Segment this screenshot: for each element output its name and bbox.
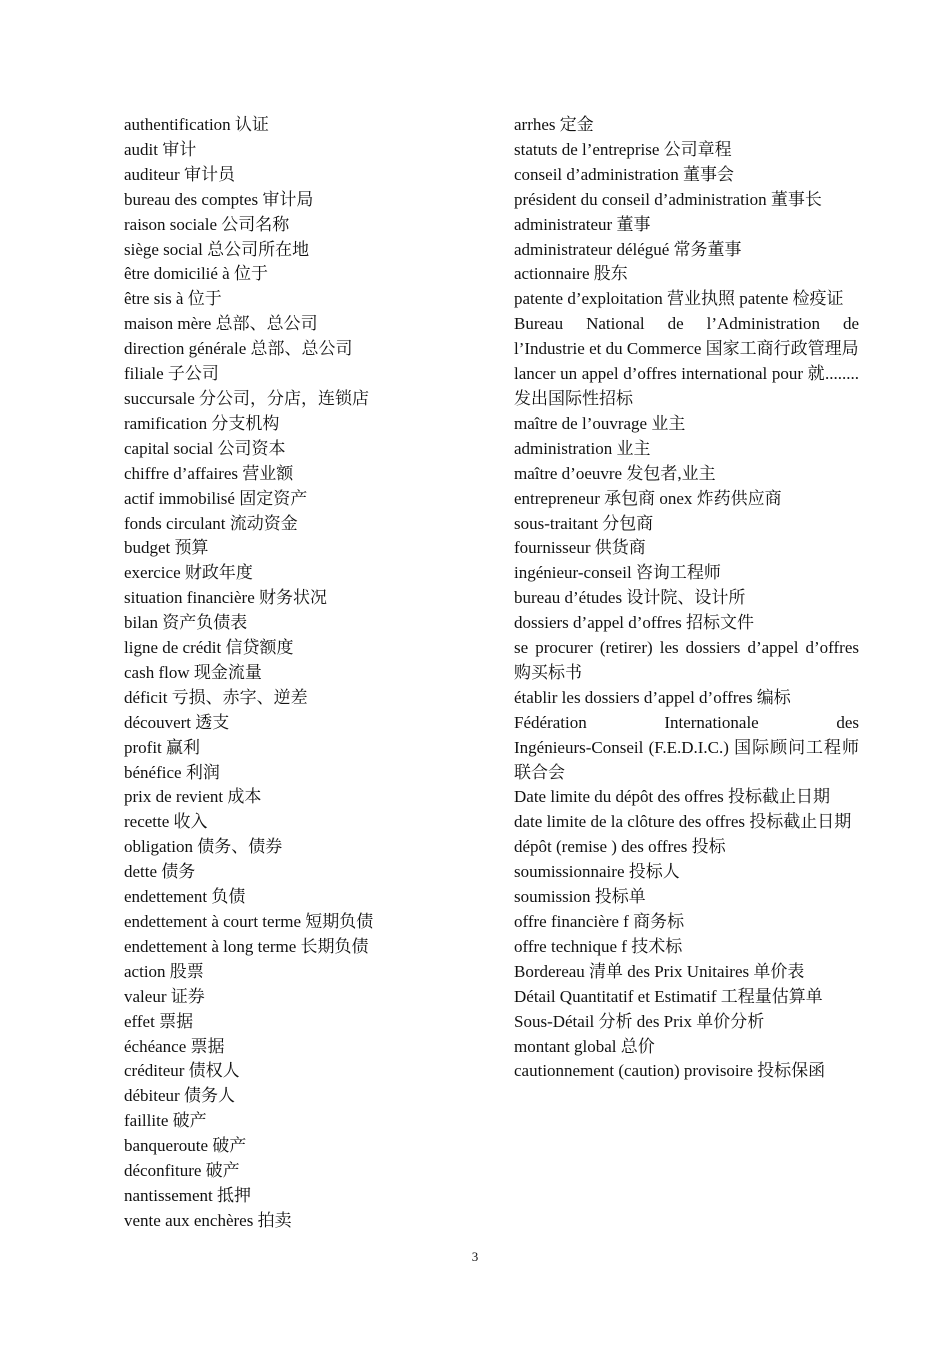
glossary-entry: dette 债务 (124, 862, 196, 882)
glossary-entry: arrhes 定金 (514, 115, 594, 134)
glossary-entry: Ingénieurs-Conseil (F.E.D.I.C.) 国际顾问工程师联合会 (514, 737, 859, 782)
glossary-entry: siège social 总公司所在地 (124, 239, 310, 259)
left-column (124, 113, 454, 1234)
glossary-entry: Date limite du dépôt des offres 投标截止日期 (514, 787, 831, 807)
glossary-entry: Bordereau 清单 des Prix Unitaires 单价表 (514, 961, 805, 981)
glossary-entry: banqueroute 破产 (124, 1136, 247, 1156)
glossary-entry: ramification 分支机构 (124, 413, 280, 433)
glossary-entry: bureau des comptes 审计局 (124, 189, 314, 209)
glossary-entry: administration 业主 (514, 438, 651, 458)
glossary-entry: bureau d’études 设计院、设计所 (514, 588, 746, 608)
glossary-entry: découvert 透支 (124, 712, 230, 732)
glossary-entry: prix de revient 成本 (124, 787, 262, 807)
glossary-entry: soumissionnaire 投标人 (514, 862, 680, 882)
glossary-entry: administrateur 董事 (514, 214, 651, 234)
glossary-entry: maison mère 总部、总公司 (124, 314, 318, 334)
glossary-entry: action 股票 (124, 961, 204, 981)
glossary-entry: échéance 票据 (124, 1036, 225, 1056)
glossary-entry: déficit 亏损、赤字、逆差 (124, 687, 308, 707)
glossary-entry: nantissement 抵押 (124, 1185, 252, 1205)
glossary-entry: Détail Quantitatif et Estimatif 工程量估算单 (514, 986, 823, 1006)
glossary-entry: conseil d’administration 董事会 (514, 164, 735, 184)
glossary-entry: vente aux enchères 拍卖 (124, 1210, 292, 1230)
glossary-entry: lancer un appel d’offres international pour 就........发出国际性招标 (514, 364, 859, 408)
glossary-entry: actif immobilisé 固定资产 (124, 488, 308, 508)
glossary-entry: maître d’oeuvre 发包者,业主 (514, 463, 716, 483)
page-number: 3 (471, 1249, 479, 1264)
glossary-entry: auditeur 审计员 (124, 164, 235, 184)
glossary-entry: débiteur 债务人 (124, 1086, 235, 1106)
glossary-entry: audit 审计 (124, 139, 197, 159)
glossary-entry: entrepreneur 承包商 onex 炸药供应商 (514, 488, 782, 508)
glossary-entry: bilan 资产负债表 (124, 613, 248, 633)
glossary-entry: fonds circulant 流动资金 (124, 513, 298, 533)
glossary-entry: être domicilié à 位于 (124, 264, 268, 284)
glossary-entry: maître de l’ouvrage 业主 (514, 413, 686, 433)
glossary-entry: filiale 子公司 (124, 364, 219, 384)
glossary-entry: obligation 债务、债券 (124, 837, 283, 857)
glossary-entry: actionnaire 股东 (514, 264, 628, 284)
glossary-entry: se procurer (retirer) les dossiers d’appel d’offres 购买标书 (514, 638, 859, 682)
glossary-entry: offre financière f 商务标 (514, 912, 685, 931)
glossary-entry: authentification 认证 (124, 115, 269, 134)
glossary-entry: endettement à court terme 短期负债 (124, 912, 374, 931)
glossary-entry: valeur 证券 (124, 986, 205, 1006)
glossary-entry: chiffre d’affaires 营业额 (124, 463, 294, 483)
glossary-entry: président du conseil d’administration 董事长 (514, 189, 822, 209)
glossary-entry: administrateur délégué 常务董事 (514, 239, 742, 259)
glossary-entry: soumission 投标单 (514, 887, 646, 907)
glossary-entry: recette 收入 (124, 812, 208, 832)
glossary-entry: bénéfice 利润 (124, 762, 220, 782)
glossary-entry: raison sociale 公司名称 (124, 214, 290, 234)
glossary-entry: date limite de la clôture des offres 投标截止日期 (514, 812, 852, 832)
glossary-entry: ligne de crédit 信贷额度 (124, 638, 294, 658)
glossary-entry: dossiers d’appel d’offres 招标文件 (514, 613, 755, 633)
glossary-entry: déconfiture 破产 (124, 1161, 240, 1181)
glossary-entry: capital social 公司资本 (124, 438, 286, 458)
glossary-entry: cash flow 现金流量 (124, 662, 262, 682)
glossary-entry: ingénieur-conseil 咨询工程师 (514, 563, 721, 583)
glossary-entry: faillite 破产 (124, 1111, 207, 1131)
glossary-entry: endettement 负债 (124, 887, 246, 907)
glossary-entry: effet 票据 (124, 1011, 194, 1031)
glossary-entry: créditeur 债权人 (124, 1061, 240, 1081)
glossary-entry: situation financière 财务状况 (124, 588, 328, 608)
right-column (514, 113, 859, 1084)
glossary-entry: succursale 分公司，分店，连锁店 (124, 388, 370, 408)
glossary-entry: être sis à 位于 (124, 289, 222, 309)
glossary-entry: profit 赢利 (124, 737, 201, 757)
glossary-entry: fournisseur 供货商 (514, 538, 646, 558)
glossary-entry: patente d’exploitation 营业执照 patente 检疫证 (514, 289, 844, 309)
glossary-entry: offre technique f 技术标 (514, 936, 683, 956)
glossary-entry: sous-traitant 分包商 (514, 513, 654, 533)
glossary-entry: statuts de l’entreprise 公司章程 (514, 139, 732, 159)
glossary-entry: budget 预算 (124, 538, 209, 558)
glossary-entry: montant global 总价 (514, 1036, 655, 1056)
glossary-entry: Fédération Internationale des (514, 712, 859, 732)
glossary-entry: cautionnement (caution) provisoire 投标保函 (514, 1061, 826, 1081)
glossary-entry: établir les dossiers d’appel d’offres 编标 (514, 687, 791, 707)
glossary-entry: direction générale 总部、总公司 (124, 339, 353, 359)
glossary-entry: dépôt (remise ) des offres 投标 (514, 837, 726, 857)
glossary-entry: Bureau National de l’Administration de l’Industrie et du Commerce 国家工商行政管理局 (514, 314, 859, 359)
glossary-entry: exercice 财政年度 (124, 563, 253, 583)
glossary-entry: endettement à long terme 长期负债 (124, 936, 369, 956)
glossary-entry: Sous-Détail 分析 des Prix 单价分析 (514, 1011, 765, 1031)
